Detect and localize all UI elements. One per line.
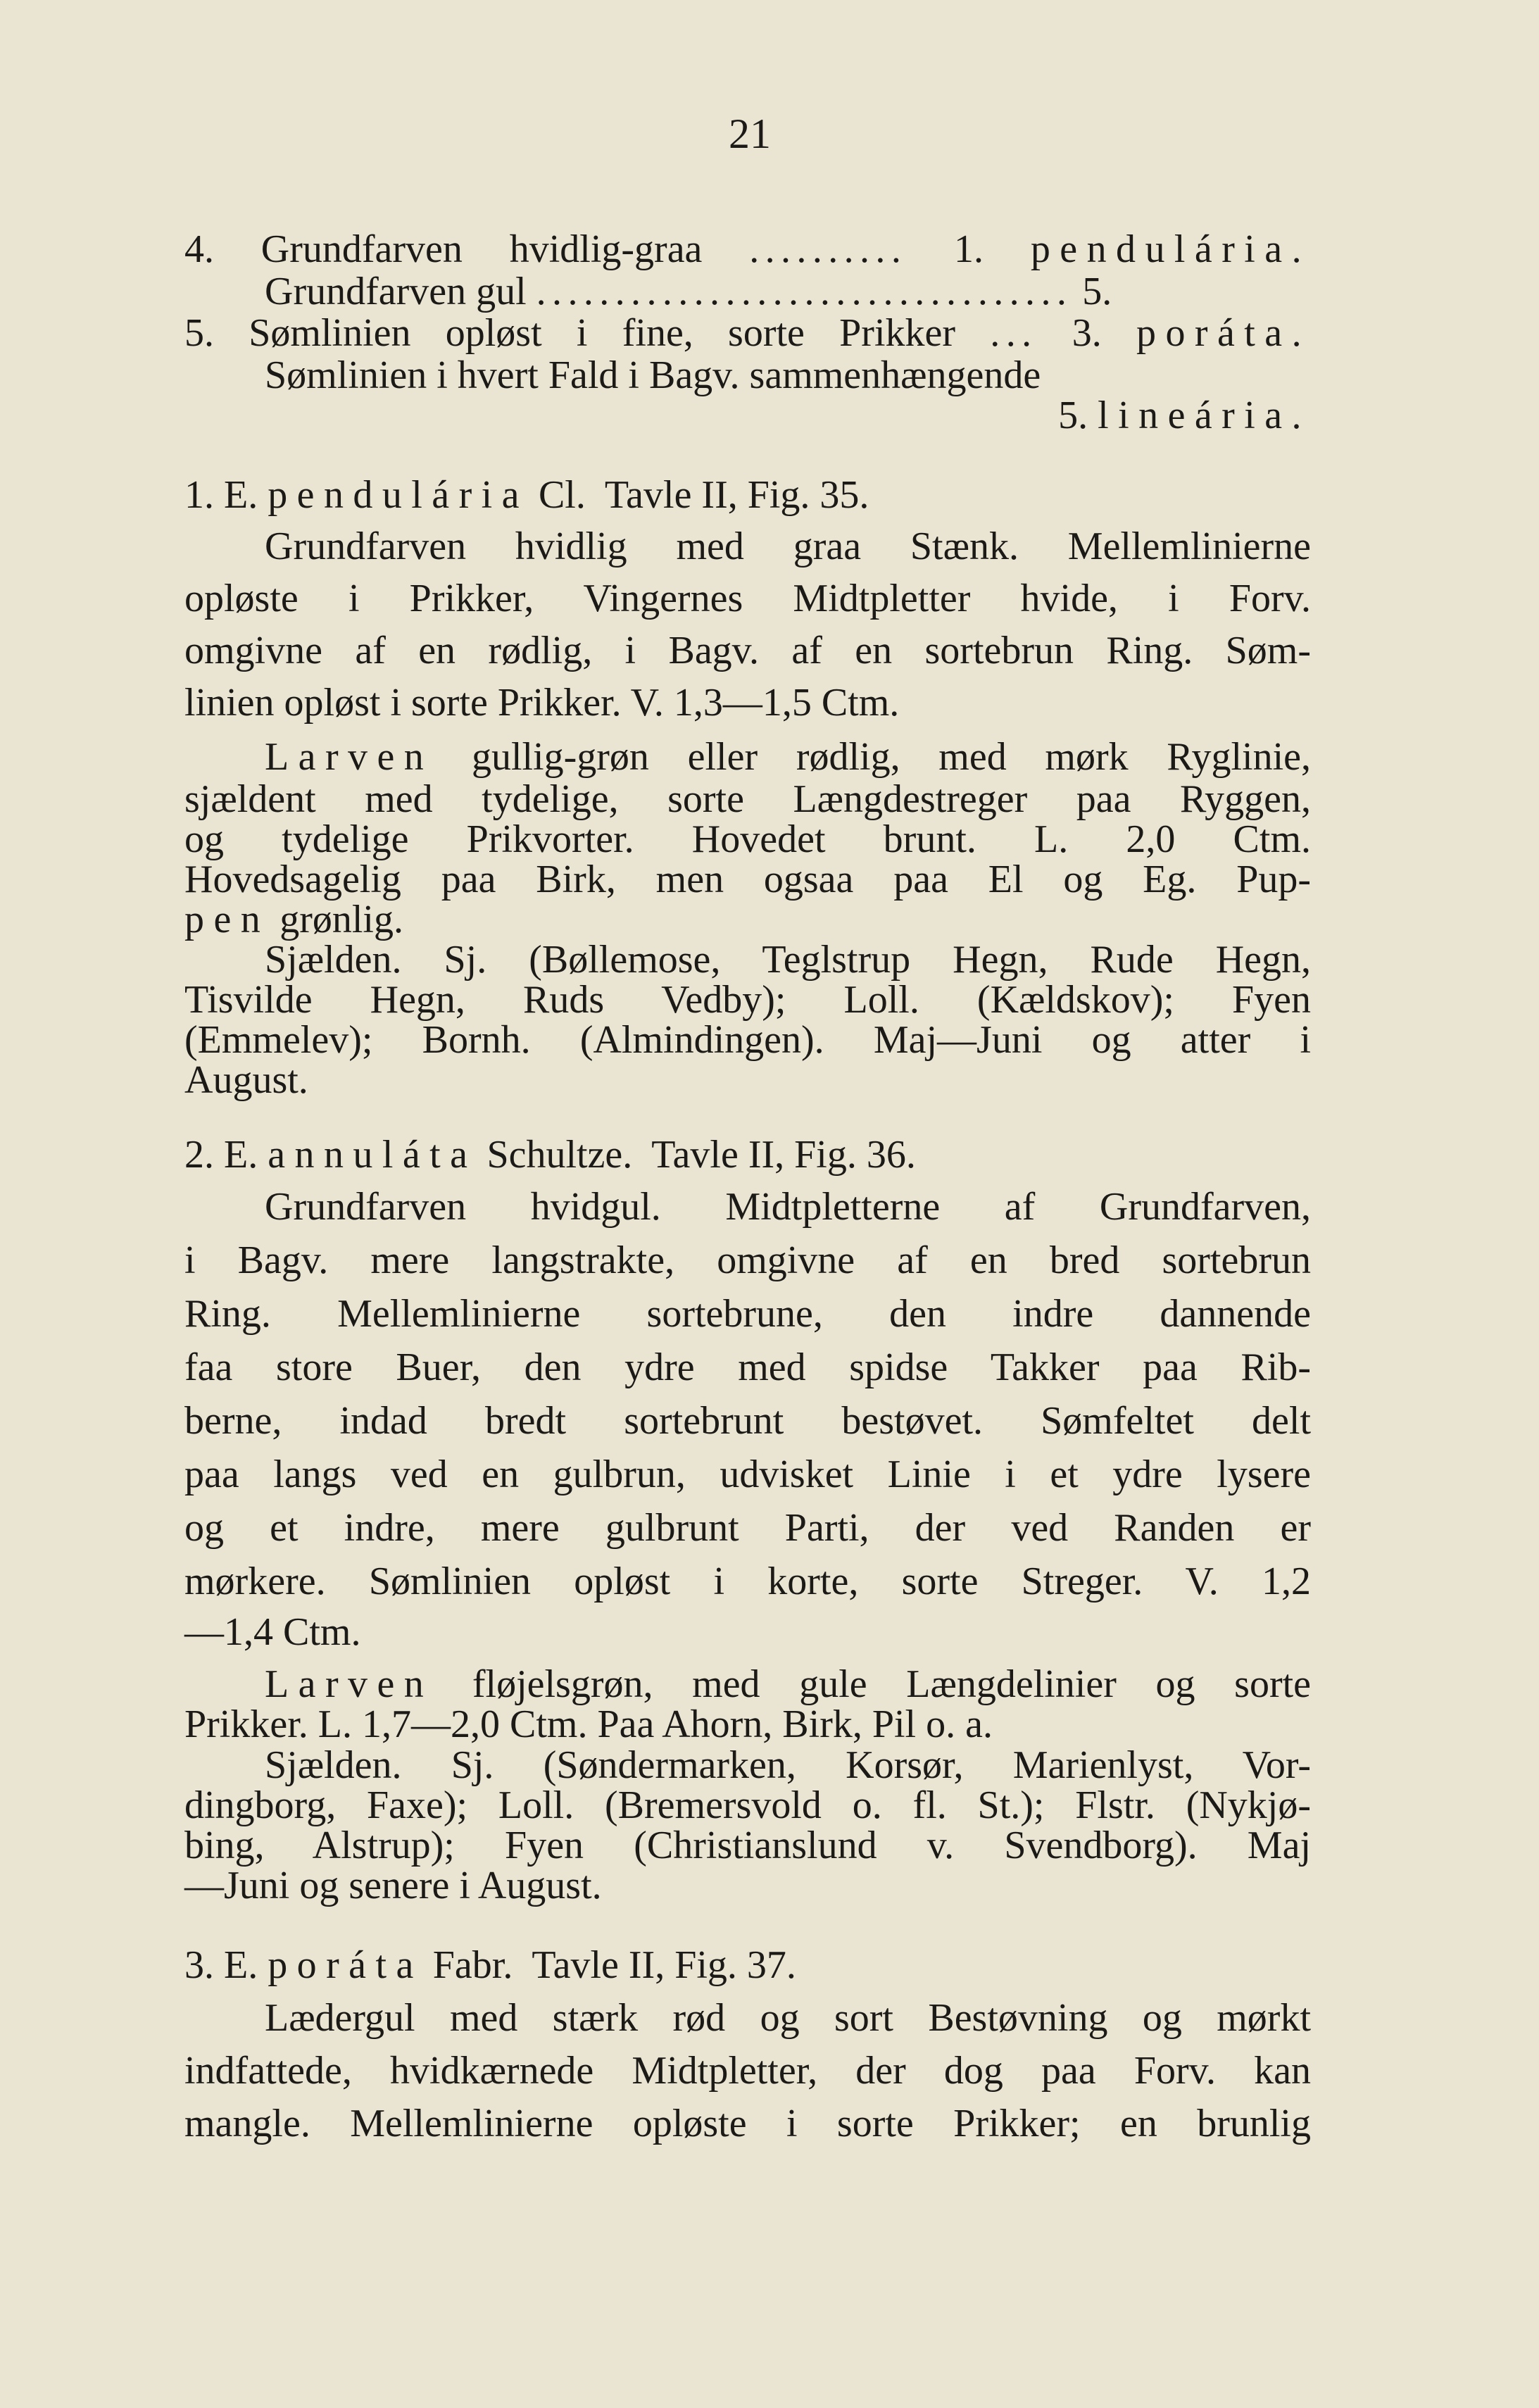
key-line-4 [265, 353, 1311, 397]
key-label: 5. Sømlinien opløst i fine, sorte Prikker [184, 311, 956, 355]
body-line [184, 900, 1311, 939]
species-name: poráta [268, 1943, 423, 1987]
key-ref-num: 5. [1082, 270, 1112, 313]
key-label: 4. Grundfarven hvidlig-graa [184, 227, 703, 271]
body-line: og et indre, mere gulbrunt Parti, der ved Randen er [184, 1506, 1311, 1550]
body-line: Lædergul med stærk rød og sort Bestøvning og mørkt [265, 1996, 1311, 2040]
pupa-text: grønlig. [279, 898, 403, 941]
larva-label: Larven [265, 1662, 434, 1706]
body-line: sjældent med tydelige, sorte Længdestreger paa Ryggen, [184, 777, 1311, 821]
body-line [265, 1664, 1311, 1704]
body-line: omgivne af en rødlig, i Bagv. af en sortebrun Ring. Søm- [184, 629, 1311, 672]
body-line: August. [184, 1058, 308, 1102]
key-ref-name: pendulária. [1030, 227, 1312, 271]
body-line: Grundfarven hvidlig med graa Stænk. Mellemlinierne [265, 525, 1311, 568]
species-author-ref: Cl. Tavle II, Fig. 35. [538, 473, 869, 517]
pupa-label: pen [184, 898, 270, 941]
key-line-2 [265, 272, 1262, 311]
species-number: 3. E. [184, 1943, 258, 1987]
body-line: bing, Alstrup); Fyen (Christianslund v. Svendborg). Maj [184, 1824, 1311, 1867]
body-line: og tydelige Prikvorter. Hovedet brunt. L. 2,0 Ctm. [184, 817, 1311, 861]
key-label: Grundfarven gul [265, 270, 527, 313]
section-heading [184, 1133, 1311, 1177]
body-line: paa langs ved en gulbrun, udvisket Linie i et ydre lysere [184, 1453, 1311, 1496]
species-number: 2. E. [184, 1133, 258, 1177]
species-name: annuláta [268, 1133, 477, 1177]
species-author-ref: Schultze. Tavle II, Fig. 36. [486, 1133, 916, 1177]
section-heading [184, 1945, 1311, 1985]
key-line-5 [184, 396, 1311, 435]
body-line: Grundfarven hvidgul. Midtpletterne af Grundfarven, [265, 1185, 1311, 1229]
species-number: 1. E. [184, 473, 258, 517]
leader-dots: .................................. [536, 270, 1073, 313]
page-number: 21 [729, 111, 771, 157]
key-ref-name: lineária. [1098, 394, 1311, 437]
section-heading [184, 475, 1311, 515]
larva-text: gullig-grøn eller rødlig, med mørk Ryglinie, [471, 735, 1311, 779]
body-line: i Bagv. mere langstrakte, omgivne af en bred sortebrun [184, 1239, 1311, 1282]
key-label: Sømlinien i hvert Fald i Bagv. sammenhængende [265, 353, 1041, 397]
body-line: opløste i Prikker, Vingernes Midtpletter hvide, i Forv. [184, 577, 1311, 620]
body-line: dingborg, Faxe); Loll. (Bremersvold o. fl. St.); Flstr. (Nykjø- [184, 1783, 1311, 1827]
body-line: faa store Buer, den ydre med spidse Takker paa Rib- [184, 1346, 1311, 1389]
larva-text: fløjelsgrøn, med gule Længdelinier og sorte [472, 1662, 1312, 1706]
body-line: linien opløst i sorte Prikker. V. 1,3—1,5 Ctm. [184, 681, 900, 725]
key-line-1 [184, 227, 1312, 271]
species-name: pendulária [268, 473, 529, 517]
body-line: Tisvilde Hegn, Ruds Vedby); Loll. (Kældskov); Fyen [184, 978, 1311, 1022]
key-ref-num: 3. [1072, 311, 1102, 355]
body-line: Sjælden. Sj. (Bøllemose, Teglstrup Hegn, Rude Hegn, [265, 938, 1311, 982]
larva-label: Larven [265, 735, 434, 779]
body-line: mørkere. Sømlinien opløst i korte, sorte Streger. V. 1,2 [184, 1560, 1311, 1603]
body-line: —1,4 Ctm. [184, 1610, 361, 1654]
body-line: berne, indad bredt sortebrunt bestøvet. Sømfeltet delt [184, 1399, 1311, 1443]
key-ref-num: 1. [954, 227, 984, 271]
body-line: —Juni og senere i August. [184, 1864, 602, 1907]
body-line: Ring. Mellemlinierne sortebrune, den indre dannende [184, 1292, 1311, 1336]
species-author-ref: Fabr. Tavle II, Fig. 37. [432, 1943, 796, 1987]
leader-dots: ... [990, 311, 1038, 355]
body-line: indfattede, hvidkærnede Midtpletter, der dog paa Forv. kan [184, 2049, 1311, 2093]
key-ref-num: 5. [1058, 394, 1088, 437]
body-line: mangle. Mellemlinierne opløste i sorte Prikker; en brunlig [184, 2102, 1311, 2145]
body-line [265, 737, 1311, 777]
body-line: Hovedsagelig paa Birk, men ogsaa paa El og Eg. Pup- [184, 858, 1311, 901]
key-line-3 [184, 313, 1311, 353]
body-line: Sjælden. Sj. (Søndermarken, Korsør, Marienlyst, Vor- [265, 1743, 1311, 1787]
key-ref-name: poráta. [1136, 311, 1312, 355]
body-line: (Emmelev); Bornh. (Almindingen). Maj—Juni og atter i [184, 1018, 1311, 1062]
leader-dots: .......... [749, 227, 907, 271]
body-line: Prikker. L. 1,7—2,0 Ctm. Paa Ahorn, Birk, Pil o. a. [184, 1702, 993, 1746]
